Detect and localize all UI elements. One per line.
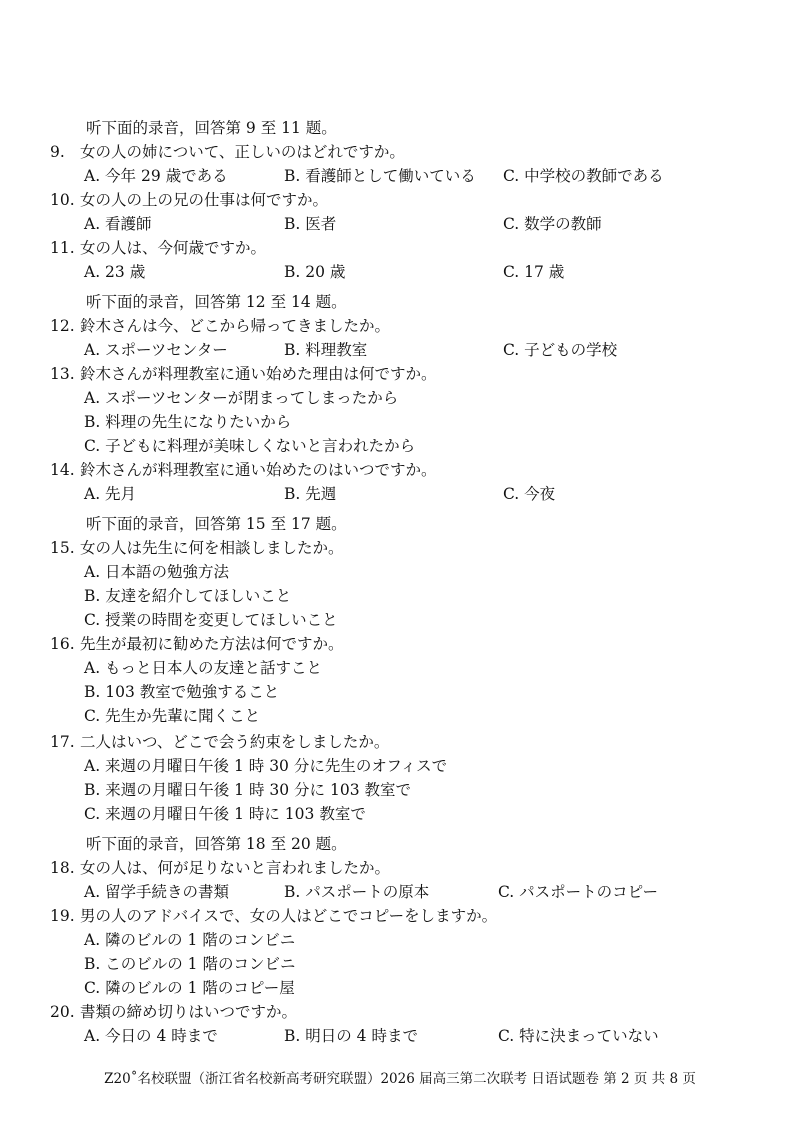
option: C. 今夜	[503, 485, 556, 503]
option-row	[0, 1024, 800, 1048]
option: B. 20 歳	[284, 263, 346, 281]
option: A. 23 歳	[84, 263, 146, 281]
option: A. 今年 29 歳である	[84, 167, 228, 185]
option: A. 日本語の勉強方法	[84, 563, 230, 581]
option: A. スポーツセンターが閉まってしまったから	[84, 389, 399, 407]
option-row	[0, 212, 800, 236]
option: C. 数学の教師	[503, 215, 602, 233]
option: A. 隣のビルの 1 階のコンビニ	[84, 931, 296, 949]
option: C. 子どもに料理が美味しくないと言われたから	[84, 437, 416, 455]
option: A. 看護師	[84, 215, 152, 233]
option: C. 特に決まっていない	[498, 1027, 659, 1045]
option: C. パスポートのコピー	[498, 883, 659, 901]
option: A. スポーツセンター	[84, 341, 228, 359]
page-footer: Z20˚名校联盟（浙江省名校新高考研究联盟）2026 届高三第二次联考 日语试题卷 第 2 页 共 8 页	[104, 1071, 696, 1087]
option: C. 中学校の教師である	[503, 167, 664, 185]
option: A. 来週の月曜日午後 1 時 30 分に先生のオフィスで	[84, 757, 448, 775]
option: B. 友達を紹介してほしいこと	[84, 587, 292, 605]
option-row	[0, 260, 800, 284]
option: B. パスポートの原本	[284, 883, 430, 901]
option: A. 今日の 4 時まで	[84, 1027, 218, 1045]
option-row	[0, 338, 800, 362]
section-instruction: 听下面的录音，回答第 18 至 20 题。	[86, 835, 347, 853]
question: 9. 女の人の姉について、正しいのはどれですか。	[50, 143, 405, 161]
option: B. 来週の月曜日午後 1 時 30 分に 103 教室で	[84, 781, 411, 799]
question: 20. 書類の締め切りはいつですか。	[50, 1003, 298, 1021]
option: B. 料理の先生になりたいから	[84, 413, 292, 431]
section-instruction: 听下面的录音，回答第 12 至 14 题。	[86, 293, 347, 311]
option: C. 来週の月曜日午後 1 時に 103 教室で	[84, 805, 366, 823]
question: 18. 女の人は、何が足りないと言われましたか。	[50, 859, 391, 877]
option: B. 103 教室で勉強すること	[84, 683, 280, 701]
question: 19. 男の人のアドバイスで、女の人はどこでコピーをしますか。	[50, 907, 498, 925]
question: 17. 二人はいつ、どこで会う約束をしましたか。	[50, 733, 390, 751]
option: B. 先週	[284, 485, 337, 503]
option: B. 看護師として働いている	[284, 167, 476, 185]
option: A. 先月	[84, 485, 137, 503]
question: 15. 女の人は先生に何を相談しましたか。	[50, 539, 344, 557]
option-row	[0, 880, 800, 904]
option: B. このビルの 1 階のコンビニ	[84, 955, 296, 973]
option: C. 子どもの学校	[503, 341, 618, 359]
option: C. 先生か先輩に聞くこと	[84, 707, 261, 725]
option: B. 明日の 4 時まで	[284, 1027, 418, 1045]
section-instruction: 听下面的录音，回答第 15 至 17 题。	[86, 515, 347, 533]
option: B. 料理教室	[284, 341, 368, 359]
option: C. 隣のビルの 1 階のコピー屋	[84, 979, 295, 997]
option: A. 留学手続きの書類	[84, 883, 230, 901]
option: C. 17 歳	[503, 263, 565, 281]
option: C. 授業の時間を変更してほしいこと	[84, 611, 338, 629]
section-instruction: 听下面的录音，回答第 9 至 11 题。	[86, 119, 337, 137]
question: 14. 鈴木さんが料理教室に通い始めたのはいつですか。	[50, 461, 437, 479]
option: A. もっと日本人の友達と話すこと	[84, 659, 323, 677]
question: 12. 鈴木さんは今、どこから帰ってきましたか。	[50, 317, 391, 335]
question: 16. 先生が最初に勧めた方法は何ですか。	[50, 635, 344, 653]
option-row	[0, 482, 800, 506]
question: 11. 女の人は、今何歳ですか。	[50, 239, 267, 257]
question: 10. 女の人の上の兄の仕事は何ですか。	[50, 191, 329, 209]
question: 13. 鈴木さんが料理教室に通い始めた理由は何ですか。	[50, 365, 437, 383]
option: B. 医者	[284, 215, 337, 233]
option-row	[0, 164, 800, 188]
